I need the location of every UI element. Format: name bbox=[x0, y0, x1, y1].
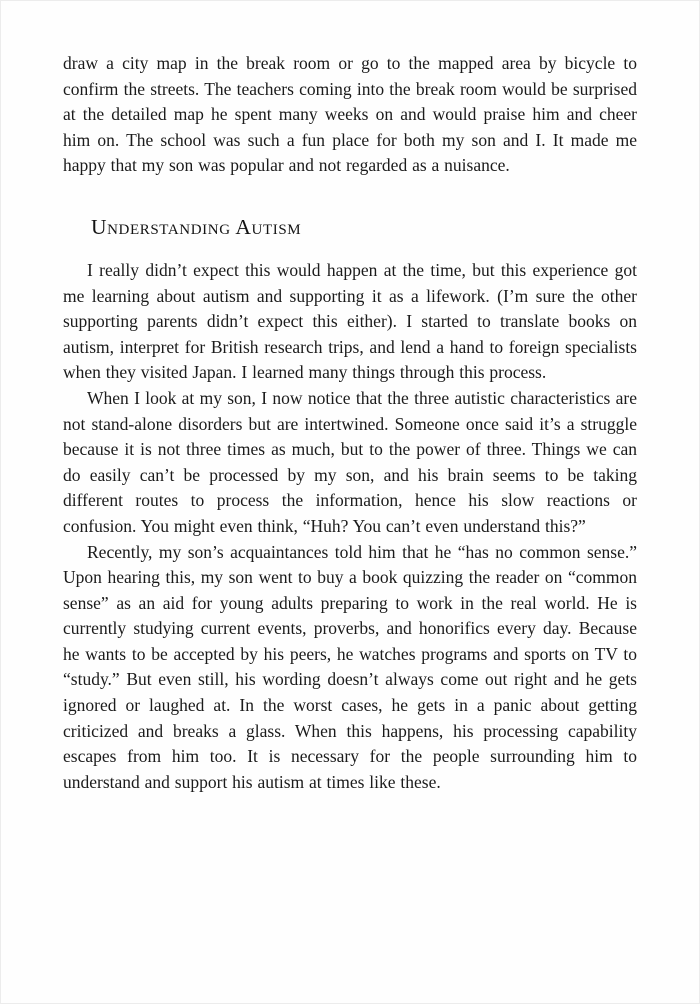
paragraph: When I look at my son, I now notice that the three autistic characteristics are not stand-alone disorders but are intertwined. Someone once said it’s a struggle because it is not three times as much, but to the power of three. Things we can do easily can’t be processed by my son, and his brain seems to be taking different routes to process the information, hence his slow reactions or confusion. You might even think, “Huh? You can’t even understand this?” bbox=[63, 387, 637, 536]
paragraph: I really didn’t expect this would happen at the time, but this experience got me learning about autism and supporting it as a lifework. (I’m sure the other supporting parents didn’t expect this either). I started to translate books on autism, interpret for British research trips, and lend a hand to foreign specialists when they visited Japan. I learned many things through this process. bbox=[63, 259, 637, 383]
section-heading: Understanding Autism bbox=[91, 214, 302, 239]
paragraph: Recently, my son’s acquaintances told him that he “has no common sense.” Upon hearing this, my son went to buy a book quizzing the reader on “common sense” as an aid for young adults preparing to work in the real world. He is currently studying current events, proverbs, and honorifics every day. Because he wants to be accepted by his peers, he watches programs and sports on TV to “study.” But even still, his wording doesn’t always come out right and he gets ignored or laughed at. In the worst cases, he gets in a panic about getting criticized and breaks a glass. When this happens, his processing capability escapes from him too. It is necessary for the people surrounding him to understand and support his autism at times like these. bbox=[63, 541, 637, 792]
page-text-block bbox=[63, 51, 637, 795]
paragraph-continuation: draw a city map in the break room or go to the mapped area by bicycle to confirm the streets. The teachers coming into the break room would be surprised at the detailed map he spent many weeks on and would praise him and cheer him on. The school was such a fun place for both my son and I. It made me happy that my son was popular and not regarded as a nuisance. bbox=[63, 53, 637, 176]
